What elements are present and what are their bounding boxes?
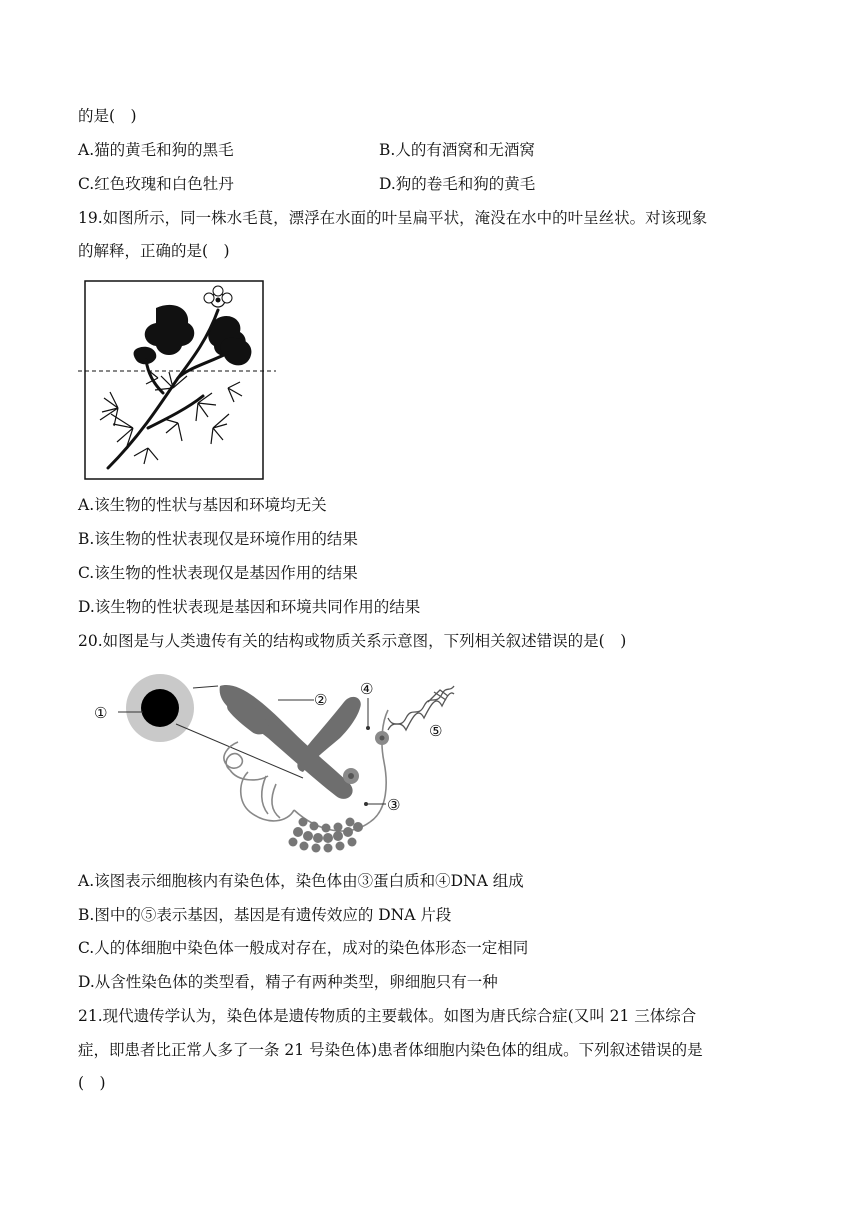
q20-chromosome-dna-figure <box>88 672 468 862</box>
q21-stem-line2: 症，即患者比正常人多了一条 21 号染色体)患者体细胞内染色体的组成。下列叙述错误的是 <box>78 1041 703 1059</box>
q21-stem-line3: ( ) <box>78 1074 106 1092</box>
q18-stem-tail: 的是( ) <box>78 107 137 125</box>
q20-option-c: C.人的体细胞中染色体一般成对存在，成对的染色体形态一定相同 <box>78 939 529 957</box>
figure-label-3: ③ <box>387 796 401 814</box>
q18-option-b: B.人的有酒窝和无酒窝 <box>379 141 535 159</box>
q20-option-a: A.该图表示细胞核内有染色体，染色体由③蛋白质和④DNA 组成 <box>78 872 524 890</box>
q19-stem-line2: 的解释，正确的是( ) <box>78 242 230 260</box>
figure-label-2: ② <box>314 691 328 709</box>
q18-option-d: D.狗的卷毛和狗的黄毛 <box>379 175 536 193</box>
q20-option-d: D.从含性染色体的类型看，精子有两种类型，卵细胞只有一种 <box>78 973 498 991</box>
figure-label-1: ① <box>94 704 108 722</box>
q18-option-c: C.红色玫瑰和白色牡丹 <box>78 175 234 193</box>
q19-option-a: A.该生物的性状与基因和环境均无关 <box>78 496 327 514</box>
q20-stem: 20.如图是与人类遗传有关的结构或物质关系示意图，下列相关叙述错误的是( ) <box>78 632 627 650</box>
q19-option-b: B.该生物的性状表现仅是环境作用的结果 <box>78 530 358 548</box>
q18-option-a: A.猫的黄毛和狗的黑毛 <box>78 141 234 159</box>
q19-water-buttercup-figure <box>78 278 278 483</box>
q19-stem-line1: 19.如图所示，同一株水毛茛，漂浮在水面的叶呈扁平状，淹没在水中的叶呈丝状。对该现象 <box>78 209 708 227</box>
figure-label-4: ④ <box>360 680 374 698</box>
q20-option-b: B.图中的⑤表示基因，基因是有遗传效应的 DNA 片段 <box>78 906 452 924</box>
q19-option-d: D.该生物的性状表现是基因和环境共同作用的结果 <box>78 598 421 616</box>
q21-stem-line1: 21.现代遗传学认为，染色体是遗传物质的主要载体。如图为唐氏综合症(又叫 21 三体综合 <box>78 1007 697 1025</box>
q19-option-c: C.该生物的性状表现仅是基因作用的结果 <box>78 564 358 582</box>
figure-label-5: ⑤ <box>429 722 443 740</box>
